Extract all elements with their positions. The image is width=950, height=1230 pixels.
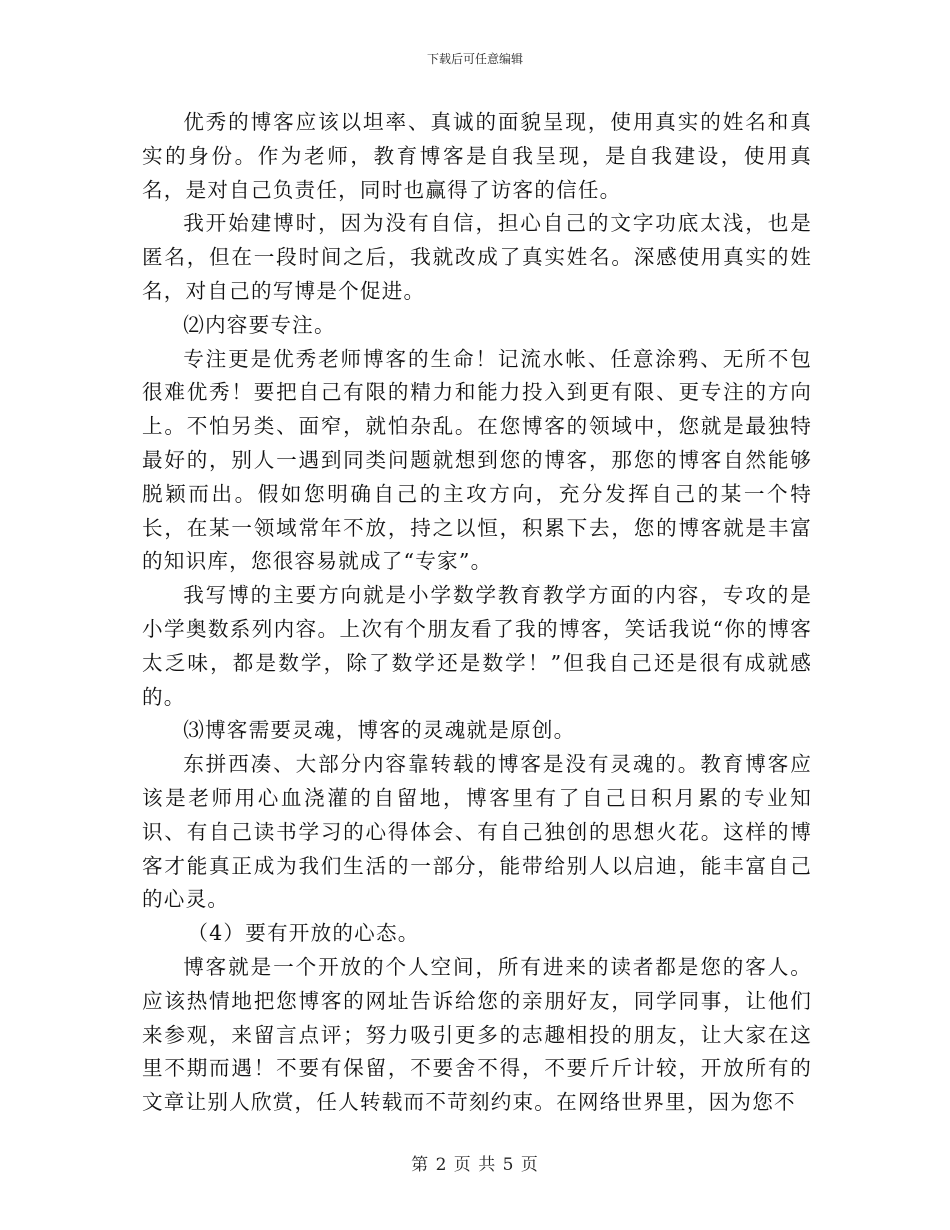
page-header: 下载后可任意编辑 (426, 52, 523, 66)
paragraph-focus: 专注更是优秀老师博客的生命！记流水帐、任意涂鸦、无所不包很难优秀！要把自己有限的精力和能力投入到更有限、更专注的方向上。不怕另类、面窄，就怕杂乱。在您博客的领域中，您就是最独特最好的，别人一遇到同类问题就想到您的博客，那您的博客自然能够脱颖而出。假如您明确自己的主攻方向，充分发挥自己的某一个特长，在某一领域常年不放，持之以恒，积累下去，您的博客就是丰富的知识库，您很容易就成了“专家”。 (142, 346, 812, 574)
page-number: 第 2 页 共 5 页 (411, 1155, 539, 1175)
paragraph-real-name: 优秀的博客应该以坦率、真诚的面貌呈现，使用真实的姓名和真实的身份。作为老师，教育博客是自我呈现，是自我建设，使用真名，是对自己负责任，同时也赢得了访客的信任。 (142, 110, 812, 202)
heading-open-mindset: （4）要有开放的心态。 (187, 921, 420, 946)
heading-focus: ⑵内容要专注。 (183, 312, 336, 337)
paragraph-anonymous-start: 我开始建博时，因为没有自信，担心自己的文字功底太浅，也是匿名，但在一段时间之后，我就改成了真实姓名。深感使用真实的姓名，对自己的写博是个促进。 (142, 211, 812, 303)
paragraph-open-mindset: 博客就是一个开放的个人空间，所有进来的读者都是您的客人。应该热情地把您博客的网址告诉给您的亲朋好友，同学同事，让他们来参观，来留言点评；努力吸引更多的志趣相投的朋友，让大家在这里不期而遇！不要有保留，不要舍不得，不要斤斤计较，开放所有的文章让别人欣赏，任人转载而不苛刻约束。在网络世界里，因为您不 (142, 954, 812, 1115)
document-body (142, 106, 812, 1120)
paragraph-originality: 东拼西凑、大部分内容靠转载的博客是没有灵魂的。教育博客应该是老师用心血浇灌的自留地，博客里有了自己日积月累的专业知识、有自己读书学习的心得体会、有自己独创的思想火花。这样的博客才能真正成为我们生活的一部分，能带给别人以启迪，能丰富自己的心灵。 (142, 752, 812, 912)
heading-originality: ⑶博客需要灵魂，博客的灵魂就是原创。 (183, 718, 576, 743)
paragraph-math-direction: 我写博的主要方向就是小学数学教育教学方面的内容，专攻的是小学奥数系列内容。上次有个朋友看了我的博客，笑话我说“你的博客太乏味，都是数学，除了数学还是数学！”但我自己还是很有成就感的。 (142, 583, 812, 709)
